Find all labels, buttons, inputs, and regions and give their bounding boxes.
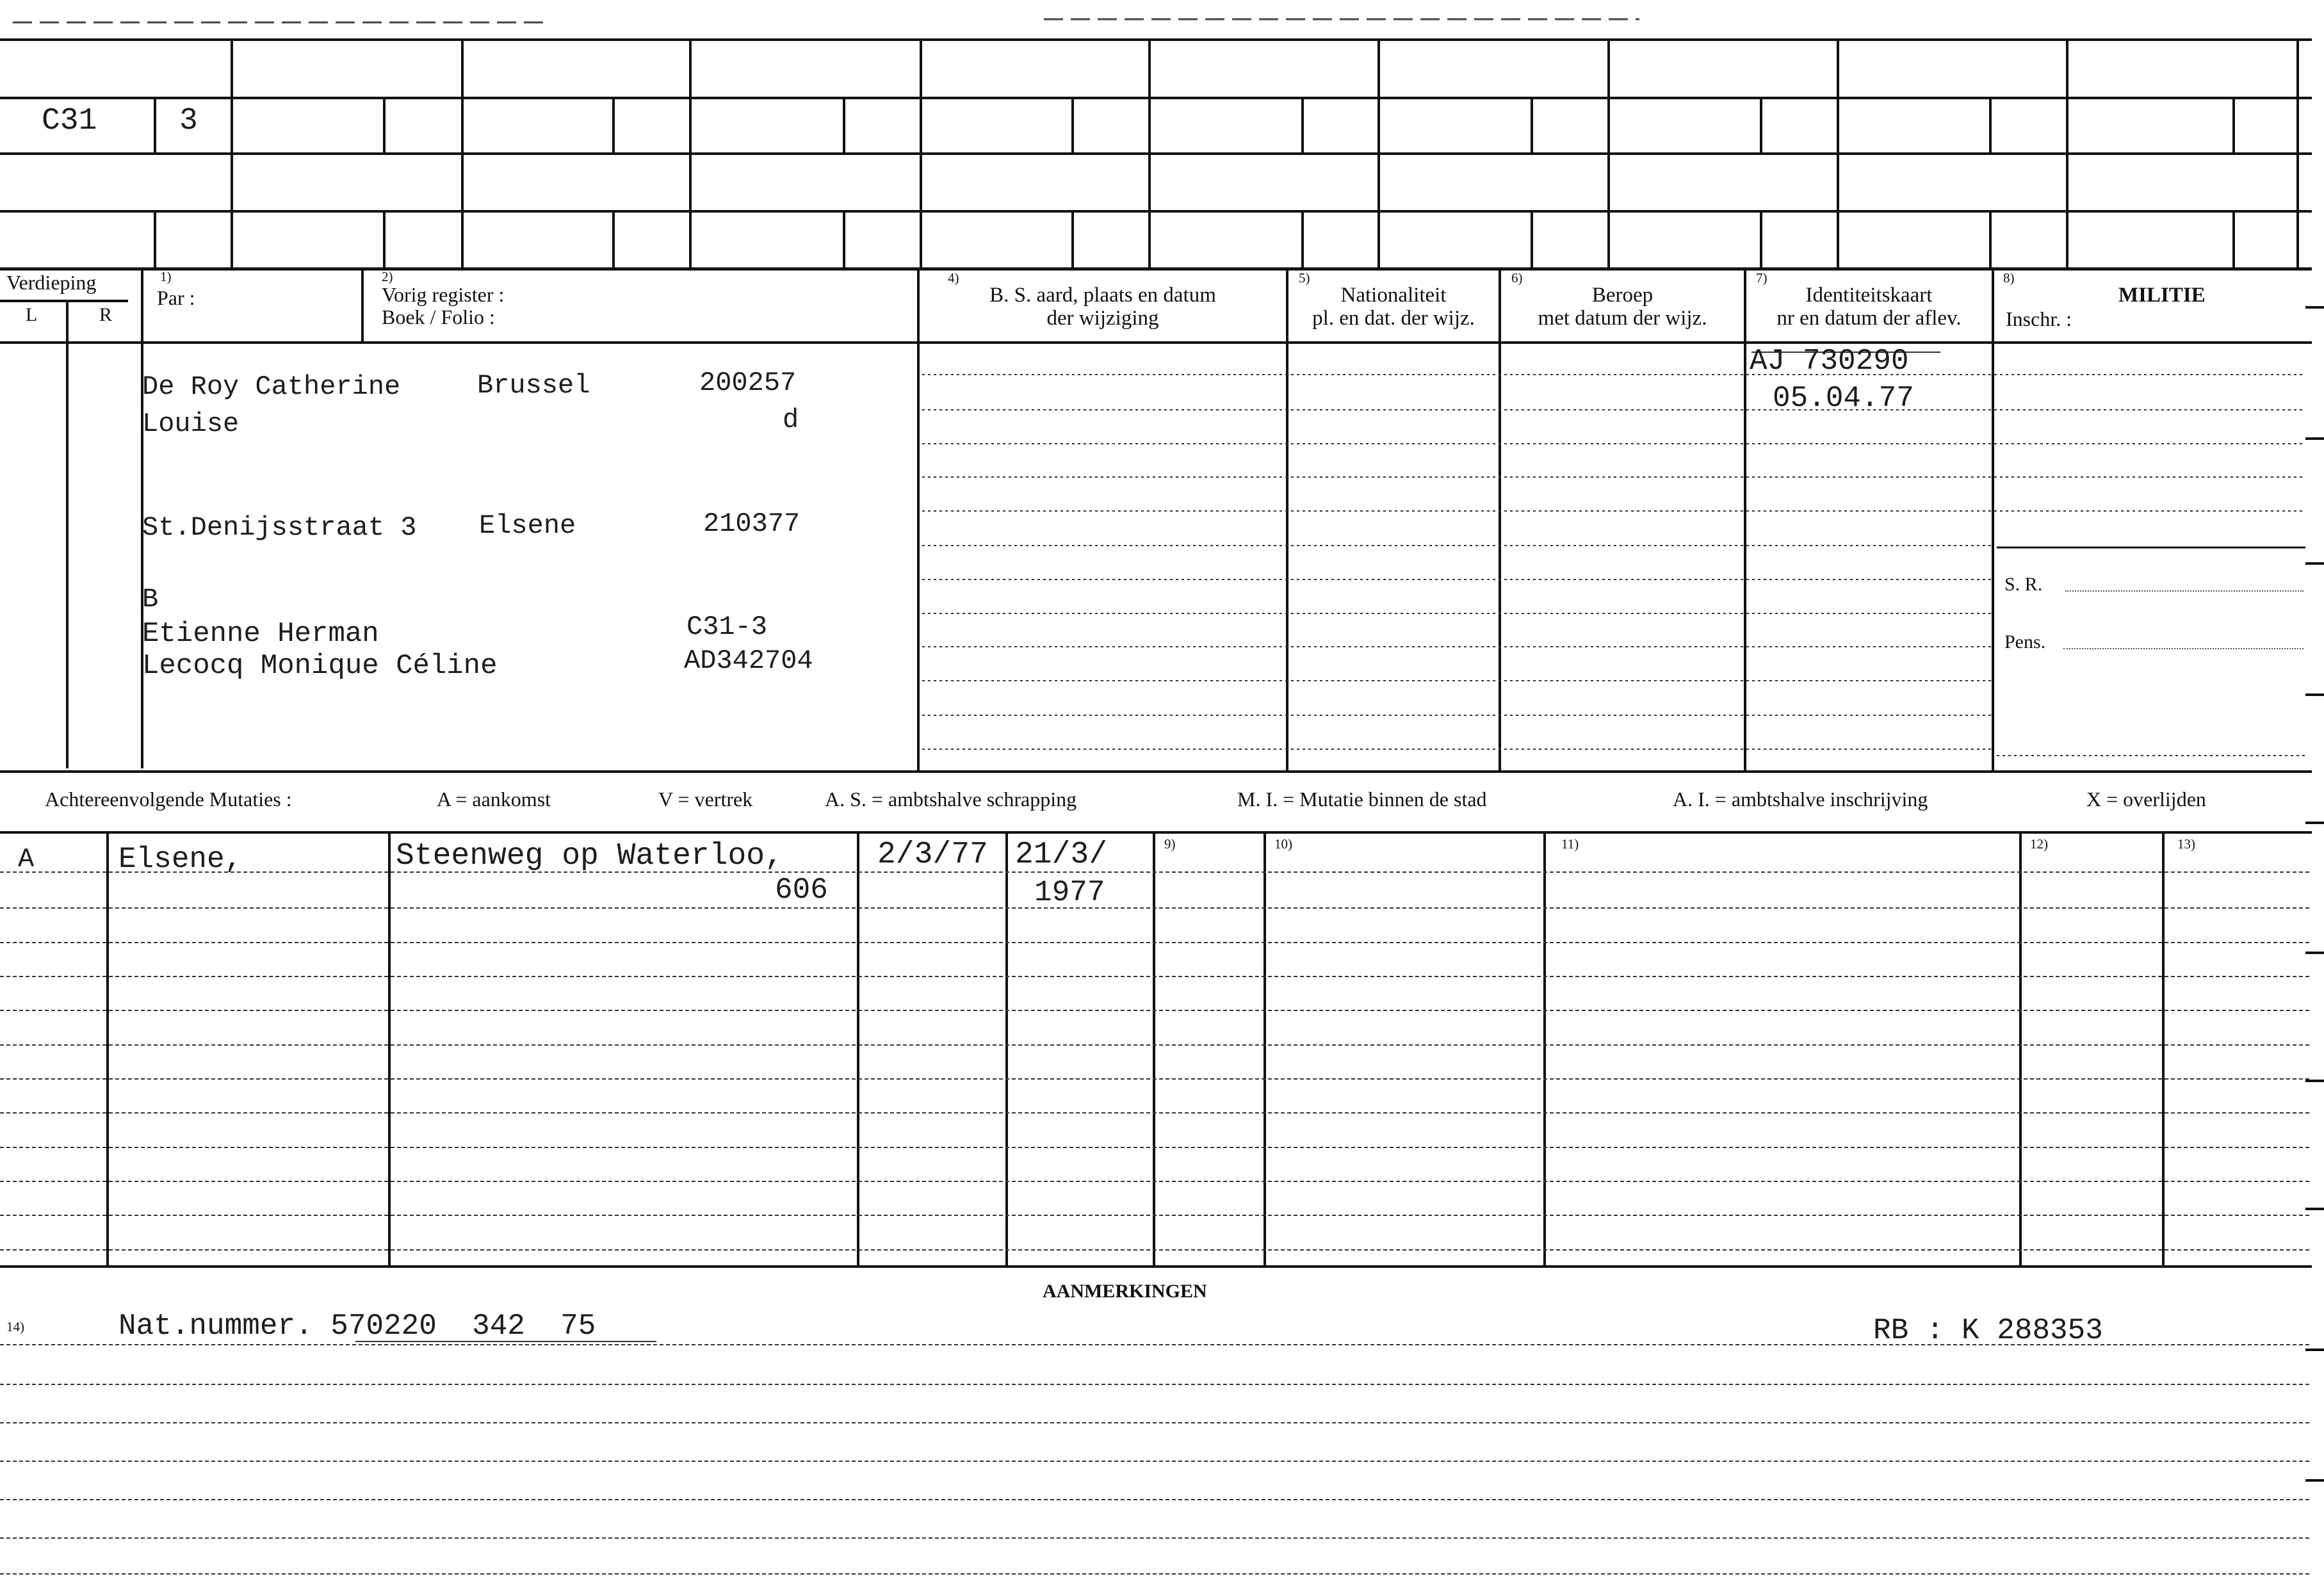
col6-number: 6) xyxy=(1511,270,1523,286)
col7-line1: Identiteitskaart xyxy=(1805,284,1933,307)
col1-label: Par : xyxy=(157,286,195,309)
col1-number: 1) xyxy=(160,269,172,284)
person-ref-card: AD342704 xyxy=(684,645,813,676)
col7-number: 7) xyxy=(1756,270,1767,286)
person-arrival-date: 210377 xyxy=(703,508,800,539)
legend-mutatie-binnen-stad: M. I. = Mutatie binnen de stad xyxy=(1237,788,1487,811)
mutation-city: Elsene, xyxy=(118,843,243,876)
legend-vertrek: V = vertrek xyxy=(658,788,753,811)
person-section-dotted-lines xyxy=(922,375,2305,756)
remarks-title: AANMERKINGEN xyxy=(1043,1281,1207,1302)
person-mother: Lecocq Monique Céline xyxy=(142,650,498,682)
col6-header xyxy=(1500,284,1745,330)
mutation-address-line2: 606 xyxy=(775,873,828,907)
militie-pens-dots xyxy=(2063,648,2304,649)
col5-line2: pl. en dat. der wijz. xyxy=(1312,307,1475,330)
top-smudges xyxy=(13,19,1639,22)
mutations-grid xyxy=(0,832,2312,1267)
mutation-col12-number: 12) xyxy=(2030,836,2048,852)
militie-pens-label: Pens. xyxy=(2004,631,2046,652)
floor-right-label: R xyxy=(99,304,113,325)
building-number: 3 xyxy=(179,104,198,138)
mutation-date2-line1: 21/3/ xyxy=(1015,838,1108,872)
col4-number: 4) xyxy=(948,270,959,286)
col2-line2: Boek / Folio : xyxy=(382,305,495,328)
col5-number: 5) xyxy=(1299,270,1310,286)
col5-header xyxy=(1287,284,1500,330)
mutation-col11-number: 11) xyxy=(1561,836,1579,852)
mutation-col13-number: 13) xyxy=(2177,836,2195,852)
person-ref-code: C31-3 xyxy=(687,612,768,642)
id-card-date: 05.04.77 xyxy=(1773,382,1914,415)
person-birthdate: 200257 xyxy=(699,368,797,398)
col4-header xyxy=(918,284,1287,330)
building-code: C31 xyxy=(42,104,97,138)
col7-header xyxy=(1745,284,1993,330)
mutation-col9-number: 9) xyxy=(1164,836,1176,852)
remarks-lines xyxy=(0,1345,2312,1574)
rb-number: RB : K 288353 xyxy=(1873,1314,2103,1347)
col4-line1: B. S. aard, plaats en datum xyxy=(989,284,1216,307)
legend-ambtshalve-inschrijving: A. I. = ambtshalve inschrijving xyxy=(1673,788,1928,811)
national-number: Nat.nummer. 570220 342 75 xyxy=(118,1309,596,1343)
mutation-date1: 2/3/77 xyxy=(877,838,988,872)
col7-line2: nr en datum der aflev. xyxy=(1776,307,1962,330)
col4-line2: der wijziging xyxy=(1046,307,1159,330)
mutations-row-lines xyxy=(0,872,2312,1250)
mutation-address-line1: Steenweg op Waterloo, xyxy=(396,839,783,873)
col6-line1: Beroep xyxy=(1591,284,1654,307)
legend-overlijden: X = overlijden xyxy=(2086,788,2206,811)
col8-number: 8) xyxy=(2003,270,2015,286)
militie-title: MILITIE xyxy=(2118,284,2206,307)
mutation-col10-number: 10) xyxy=(1274,836,1292,852)
id-card-number: AJ 730290 xyxy=(1750,344,1909,378)
militie-inschr-label: Inschr. : xyxy=(2006,307,2072,330)
militie-sr-dots xyxy=(2065,590,2304,592)
person-sex: d xyxy=(783,405,799,435)
col2-number: 2) xyxy=(382,269,393,284)
mutation-type: A xyxy=(18,844,35,875)
mutation-date2-line2: 1977 xyxy=(1034,876,1105,909)
remarks-number: 14) xyxy=(6,1319,24,1334)
mutations-legend-label: Achtereenvolgende Mutaties : xyxy=(45,788,292,811)
legend-ambtshalve-schrapping: A. S. = ambtshalve schrapping xyxy=(825,788,1077,811)
col5-line1: Nationaliteit xyxy=(1340,284,1447,307)
legend-aankomst: A = aankomst xyxy=(437,788,551,811)
person-street: St.Denijsstraat 3 xyxy=(142,512,417,543)
person-father: Etienne Herman xyxy=(142,618,379,650)
edge-marks xyxy=(2305,307,2324,1480)
col2-line1: Vorig register : xyxy=(382,283,505,306)
person-commune: Elsene xyxy=(479,510,576,541)
floor-left-label: L xyxy=(26,304,38,325)
person-birthplace: Brussel xyxy=(477,370,590,401)
verdieping-label: Verdieping xyxy=(6,271,97,294)
person-name-line1: De Roy Catherine xyxy=(142,371,401,402)
col6-line2: met datum der wijz. xyxy=(1538,307,1707,330)
militie-sr-label: S. R. xyxy=(2004,574,2043,595)
person-letter: B xyxy=(142,584,159,615)
person-name-line2: Louise xyxy=(142,409,240,439)
